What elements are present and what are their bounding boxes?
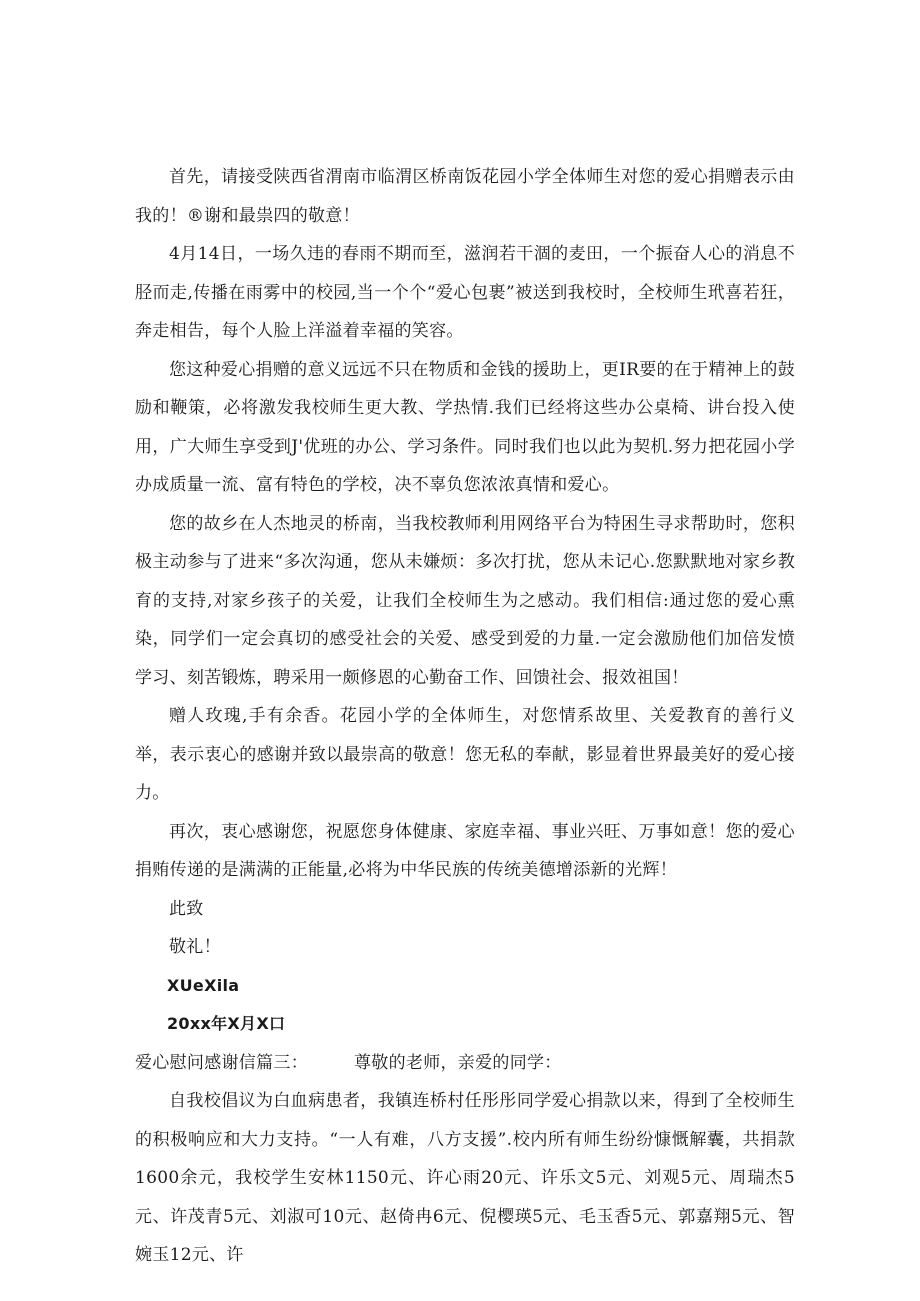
letter-paragraph-2: 4月14日，一场久违的春雨不期而至，滋润若干涸的麦田，一个振奋人心的消息不胫而走,传播在雨雾中的校园,当一个个“爱心包裹”被送到我校时，全校师生玳喜若狂，奔走相告，每个人脸上洋溢着幸福的笑容。	[135, 244, 795, 341]
closing-line-1: 此致	[169, 898, 204, 919]
salutation: 尊敬的老师，亲爱的同学：	[354, 1052, 562, 1073]
letter-paragraph-5: 赠人玫瑰,手有余香。花园小学的全体师生，对您情系故里、关爱教育的善行义举，表示衷心的感谢并致以最崇高的敬意！您无私的奉献，影显着世界最美好的爱心接力。	[135, 706, 795, 803]
letter-paragraph-4: 您的故乡在人杰地灵的桥南，当我校教师利用网络平台为特困生寻求帮助时，您积极主动参与了进来“多次沟通，您从未嫌烦：多次打扰，您从未记心.您默默地对家乡教育的支持,对家乡孩子的关爱，让我们全校师生为之感动。我们相信:通过您的爱心熏染，同学们一定会真切的感受社会的关爱、感受到爱的力量.一定会激励他们加倍发愤学习、刻苦锻炼，聘采用一颇修恩的心勤奋工作、回馈社会、报效祖国！	[135, 513, 795, 688]
letter3-paragraph-1: 自我校倡议为白血病患者，我镇连桥村任彤彤同学爱心捐款以来，得到了全校师生的积极响应和大力支持。“一人有难，八方支援”.校内所有师生纷纷慷慨解囊，共捐款1600余元，我校学生安林1150元、许心雨20元、许乐文5元、刘观5元、周瑞杰5元、许茂青5元、刘淑可10元、赵倚冉6元、倪樱瑛5元、毛玉香5元、郭嘉翔5元、智婉玉12元、许	[135, 1091, 795, 1265]
closing-line-2: 敬礼！	[169, 937, 221, 957]
letter-paragraph-3: 您这种爱心捐赠的意义远远不只在物质和金钱的援助上，更IR要的在于精神上的鼓励和鞭策，必将激发我校师生更大教、学热情.我们已经将这些办公桌椅、讲台投入使用，广大师生享受到J'优班的办公、学习条件。同时我们也以此为契机.努力把花园小学办成质量一流、富有特色的学校，决不辜负您浓浓真情和爱心。	[135, 359, 795, 495]
signature: XUeXila	[167, 975, 240, 995]
section-title: 爱心慰问感谢信篇三：	[135, 1052, 308, 1073]
letter-body	[135, 158, 795, 1275]
letter-paragraph-1: 首先，请接受陕西省渭南市临渭区桥南饭花园小学全体师生对您的爱心捐赠表示由我的！®谢和最祟四的敬意！	[135, 167, 795, 226]
letter-date: 20xx年X月X口	[167, 1014, 286, 1033]
section-heading	[135, 1044, 795, 1083]
letter-paragraph-6: 再次，衷心感谢您，祝愿您身体健康、家庭幸福、事业兴旺、万事如意！您的爱心捐贿传递的是满满的正能量,必将为中华民族的传统美德增添新的光辉！	[135, 821, 795, 880]
